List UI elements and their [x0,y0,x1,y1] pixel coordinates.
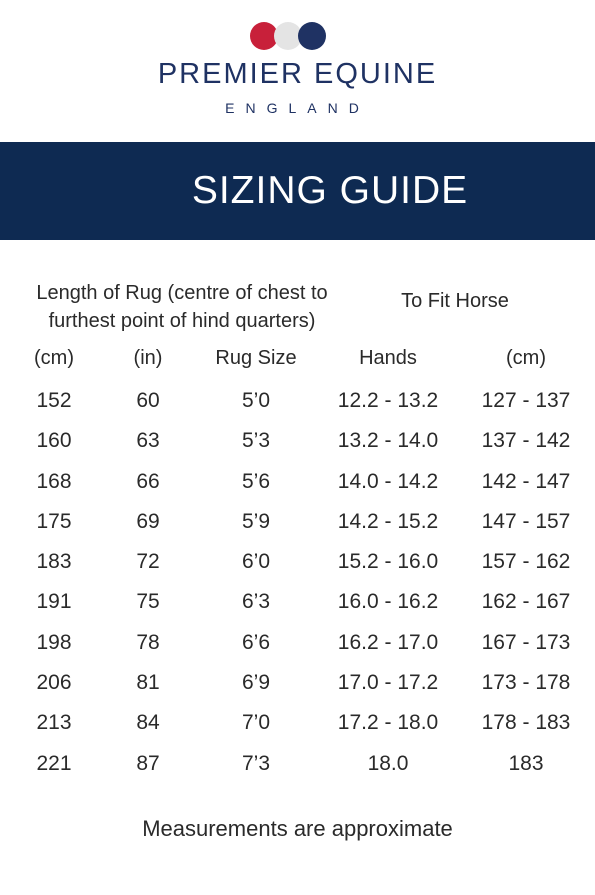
column-header-horse-cm: (cm) [506,347,546,369]
fit-header: To Fit Horse [401,290,509,312]
cell-length-cm: 168 [36,469,72,493]
cell-hands: 14.2 - 15.2 [337,509,439,533]
cell-horse-cm: 147 - 157 [481,509,571,533]
page-title: SIZING GUIDE [191,169,469,212]
cell-hands: 17.0 - 17.2 [337,671,439,695]
cell-hands: 17.2 - 18.0 [337,711,439,735]
cell-length-in: 66 [136,469,160,493]
length-header: Length of Rug (centre of chest to furthest point of hind quarters) [36,282,328,332]
footer-note: Measurements are approximate [142,816,453,841]
title-banner [0,142,595,240]
cell-rug-size: 6’9 [241,671,271,695]
cell-length-in: 87 [136,751,160,775]
table-row [0,464,595,504]
cell-horse-cm: 183 [508,751,544,775]
brand-name: PREMIER EQUINE [157,58,438,90]
cell-length-cm: 191 [36,590,72,614]
cell-length-in: 84 [136,711,160,735]
cell-horse-cm: 127 - 137 [481,389,571,412]
cell-hands: 13.2 - 14.0 [337,429,439,453]
cell-rug-size: 7’0 [241,711,271,735]
column-header-cm: (cm) [34,347,74,369]
table-row [0,544,595,584]
cell-rug-size: 5’9 [241,509,271,533]
cell-length-cm: 152 [36,389,72,412]
table-row [0,383,595,423]
cell-rug-size: 5’3 [241,429,271,453]
cell-hands: 16.0 - 16.2 [337,590,439,614]
table-row [0,746,595,786]
cell-hands: 16.2 - 17.0 [337,630,439,654]
cell-rug-size: 5’0 [241,389,271,412]
cell-hands: 15.2 - 16.0 [337,550,439,574]
brand-logo [0,0,595,140]
cell-horse-cm: 178 - 183 [481,711,571,735]
cell-horse-cm: 162 - 167 [481,590,571,614]
cell-length-in: 63 [136,429,160,453]
table-row [0,423,595,463]
column-header-hands: Hands [359,347,417,369]
table-row [0,584,595,624]
brand-subtitle: ENGLAND [225,100,370,116]
table-row [0,504,595,544]
cell-length-in: 75 [136,590,160,614]
cell-rug-size: 6’6 [241,630,271,654]
cell-length-cm: 213 [36,711,72,735]
table-row [0,705,595,745]
cell-length-in: 60 [136,389,160,412]
sizing-table [0,383,595,786]
cell-length-cm: 198 [36,630,72,654]
logo-dots-icon [250,22,330,52]
cell-horse-cm: 157 - 162 [481,550,571,574]
cell-length-cm: 221 [36,751,72,775]
cell-length-cm: 160 [36,429,72,453]
cell-rug-size: 6’3 [241,590,271,614]
cell-length-in: 81 [136,671,160,695]
navy-dot-icon [298,22,326,50]
cell-length-in: 78 [136,630,160,654]
table-row [0,665,595,705]
cell-length-cm: 175 [36,509,72,533]
cell-horse-cm: 167 - 173 [481,630,571,654]
column-header-rug-size: Rug Size [215,347,297,369]
table-row [0,625,595,665]
cell-horse-cm: 137 - 142 [481,429,571,453]
cell-rug-size: 5’6 [241,469,271,493]
cell-rug-size: 7’3 [241,751,271,775]
cell-length-in: 69 [136,509,160,533]
cell-length-in: 72 [136,550,160,574]
cell-horse-cm: 142 - 147 [481,469,571,493]
cell-hands: 18.0 [367,751,409,775]
cell-hands: 12.2 - 13.2 [337,389,439,412]
column-header-in: (in) [133,347,163,369]
cell-length-cm: 206 [36,671,72,695]
cell-length-cm: 183 [36,550,72,574]
cell-horse-cm: 173 - 178 [481,671,571,695]
cell-rug-size: 6’0 [241,550,271,574]
cell-hands: 14.0 - 14.2 [337,469,439,493]
